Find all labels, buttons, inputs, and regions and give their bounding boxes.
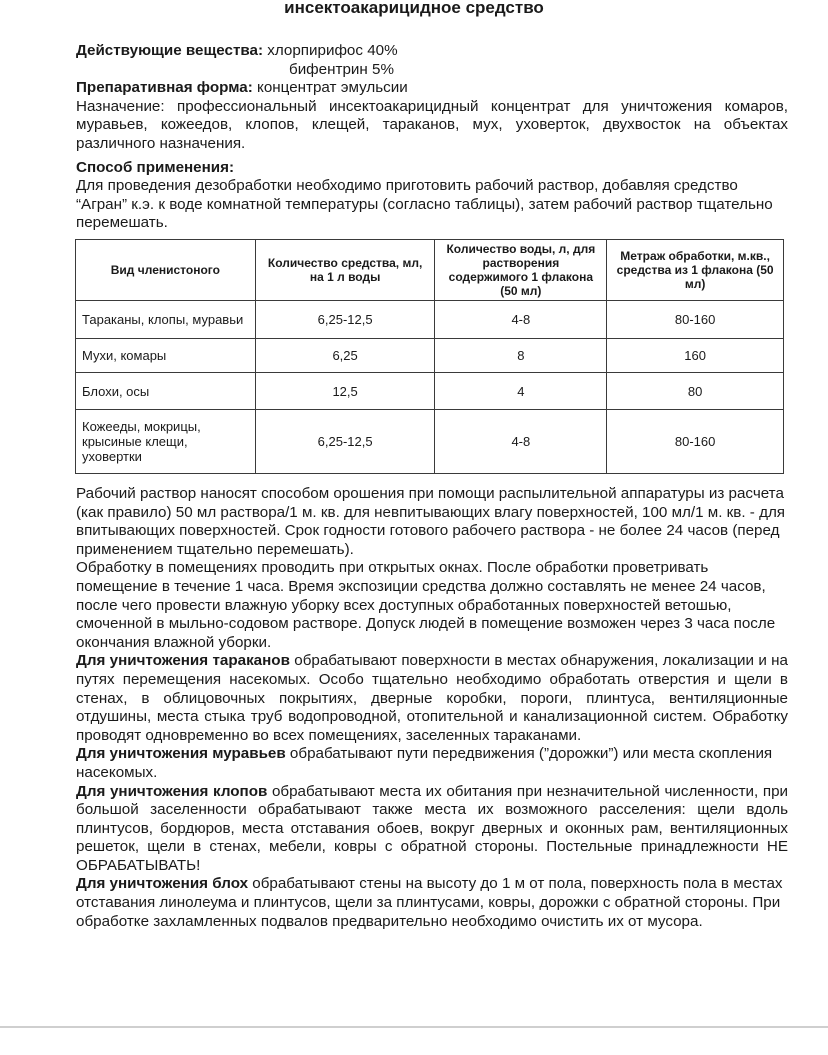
method-paragraph: Для проведения дезобработки необходимо приготовить рабочий раствор, добавляя средство “Агран” к.э. к воде комнатной температуры (согласно таблицы), затем рабочий раствор тщательно перемешать. [76, 177, 773, 232]
method-title: Способ применения: [76, 158, 235, 176]
table-cell: Мухи, комары [76, 339, 256, 373]
ants-text: обрабатывают пути передвижения (”дорожки”) или места скопления насекомых. [76, 745, 773, 781]
table-cell: 80 [607, 373, 784, 410]
table-header-cell: Вид членистоного [76, 240, 256, 301]
table-cell: Кожеeды, мокрицы, крысиные клещи, уховертки [76, 410, 256, 474]
bedbugs-text: обрабатывают места их обитания при незначительной численности, при большой заселенности обрабатывают также места их возможного расселения: щели вдоль плинтусов, бордюров, места отставания обоев, вокруг дверных и оконных рам, вентиляционных решеток, щели в стенах, мебели, ковры с обратной стороны. Постельные принадлежности НЕ ОБРАБАТЫВАТЬ! [76, 782, 788, 874]
header-section [76, 42, 788, 233]
cockroaches-text: обрабатывают поверхности в местах обнаружения, локализации и на путях перемещения насекомых. Особо тщательно необходимо обработать отверстия и щели в стенах, в облицовочных покрытиях, дверные коробки, пороги, плинтуса, вентиляционные отдушины, места стыка труб водопроводной, отопительной и канализационной систем. Обработку проводят одновременно во всех помещениях, заселенных тараканами. [76, 652, 789, 744]
instructions-section [76, 485, 788, 931]
active-ingredients-line [76, 42, 788, 61]
application-paragraph: Рабочий раствор наносят способом орошения при помощи распылительной аппаратуры из расчета (как правило) 50 мл раствора/1 м. кв. для невпитывающих влагу поверхностей, 100 мл/1 м. кв. - для впитывающих поверхностей. Срок годности готового рабочего раствора - не более 24 часов (перед применением тщательно перемешать). [76, 485, 786, 558]
table-row [76, 339, 784, 373]
table-row [76, 373, 784, 410]
fleas-paragraph [76, 875, 788, 931]
table-cell: 4 [435, 373, 607, 410]
table-row [76, 301, 784, 339]
table-cell: 6,25 [255, 339, 435, 373]
bottom-divider [0, 1026, 828, 1028]
table-cell: 12,5 [255, 373, 435, 410]
table-cell: Блохи, осы [76, 373, 256, 410]
table-header-cell: Количество воды, л, для растворения содержимого 1 флакона (50 мл) [435, 240, 607, 301]
cockroaches-lead: Для уничтожения тараканов [76, 652, 290, 670]
form-label: Препаративная форма: [76, 79, 253, 97]
purpose-paragraph: Назначение: профессиональный инсектоакарицидный концентрат для уничтожения комаров, муравьев, кожеедов, клопов, клещей, тараканов, мух, уховерток, двухвосток на объектах различного назначения. [76, 97, 788, 152]
rooms-paragraph: Обработку в помещениях проводить при открытых окнах. После обработки проветривать помещение в течение 1 часа. Время экспозиции средства должно составлять не менее 24 часов, после чего провести влажную уборку всех доступных обработанных поверхностей ветошью, смоченной в мыльно-содовом растворе. Допуск людей в помещение возможен через 3 часа после окончания влажной уборки. [76, 559, 776, 651]
dosage-table [75, 239, 784, 474]
active-ingredient-1: хлорпирифос 40% [267, 42, 398, 59]
cockroaches-paragraph [76, 652, 788, 745]
fleas-lead: Для уничтожения блох [76, 875, 249, 893]
table-row [76, 410, 784, 474]
bedbugs-lead: Для уничтожения клопов [76, 782, 268, 800]
table-cell: 4-8 [435, 301, 607, 339]
ants-lead: Для уничтожения муравьев [76, 745, 286, 763]
table-header-cell: Количество средства, мл, на 1 л воды [255, 240, 435, 301]
table-cell: 4-8 [435, 410, 607, 474]
table-header-cell: Метраж обработки, м.кв., средства из 1 флакона (50 мл) [607, 240, 784, 301]
table-cell: 80-160 [607, 410, 784, 474]
table-cell: 6,25-12,5 [255, 301, 435, 339]
active-ingredient-2: бифентрин 5% [289, 60, 394, 78]
table-cell: Тараканы, клопы, муравьи [76, 301, 256, 339]
table-header-row [76, 240, 784, 301]
form-line [76, 79, 788, 98]
table-cell: 160 [607, 339, 784, 373]
ants-paragraph [76, 745, 788, 782]
document-title: инсектоакарицидное средство [284, 0, 544, 17]
table-cell: 80-160 [607, 301, 784, 339]
form-value: концентрат эмульсии [257, 79, 408, 97]
table-cell: 6,25-12,5 [255, 410, 435, 474]
bedbugs-paragraph [76, 783, 788, 876]
active-ingredients-label: Действующие вещества: [76, 42, 264, 59]
active-ingredients-line-2 [76, 61, 788, 80]
fleas-text: обрабатывают стены на высоту до 1 м от пола, поверхность пола в местах отставания линолеума и плинтусов, щели за плинтусами, ковры, дорожки с обратной стороны. При обработке захламленных подвалов предварительно необходимо очистить их от мусора. [76, 875, 783, 930]
table-cell: 8 [435, 339, 607, 373]
